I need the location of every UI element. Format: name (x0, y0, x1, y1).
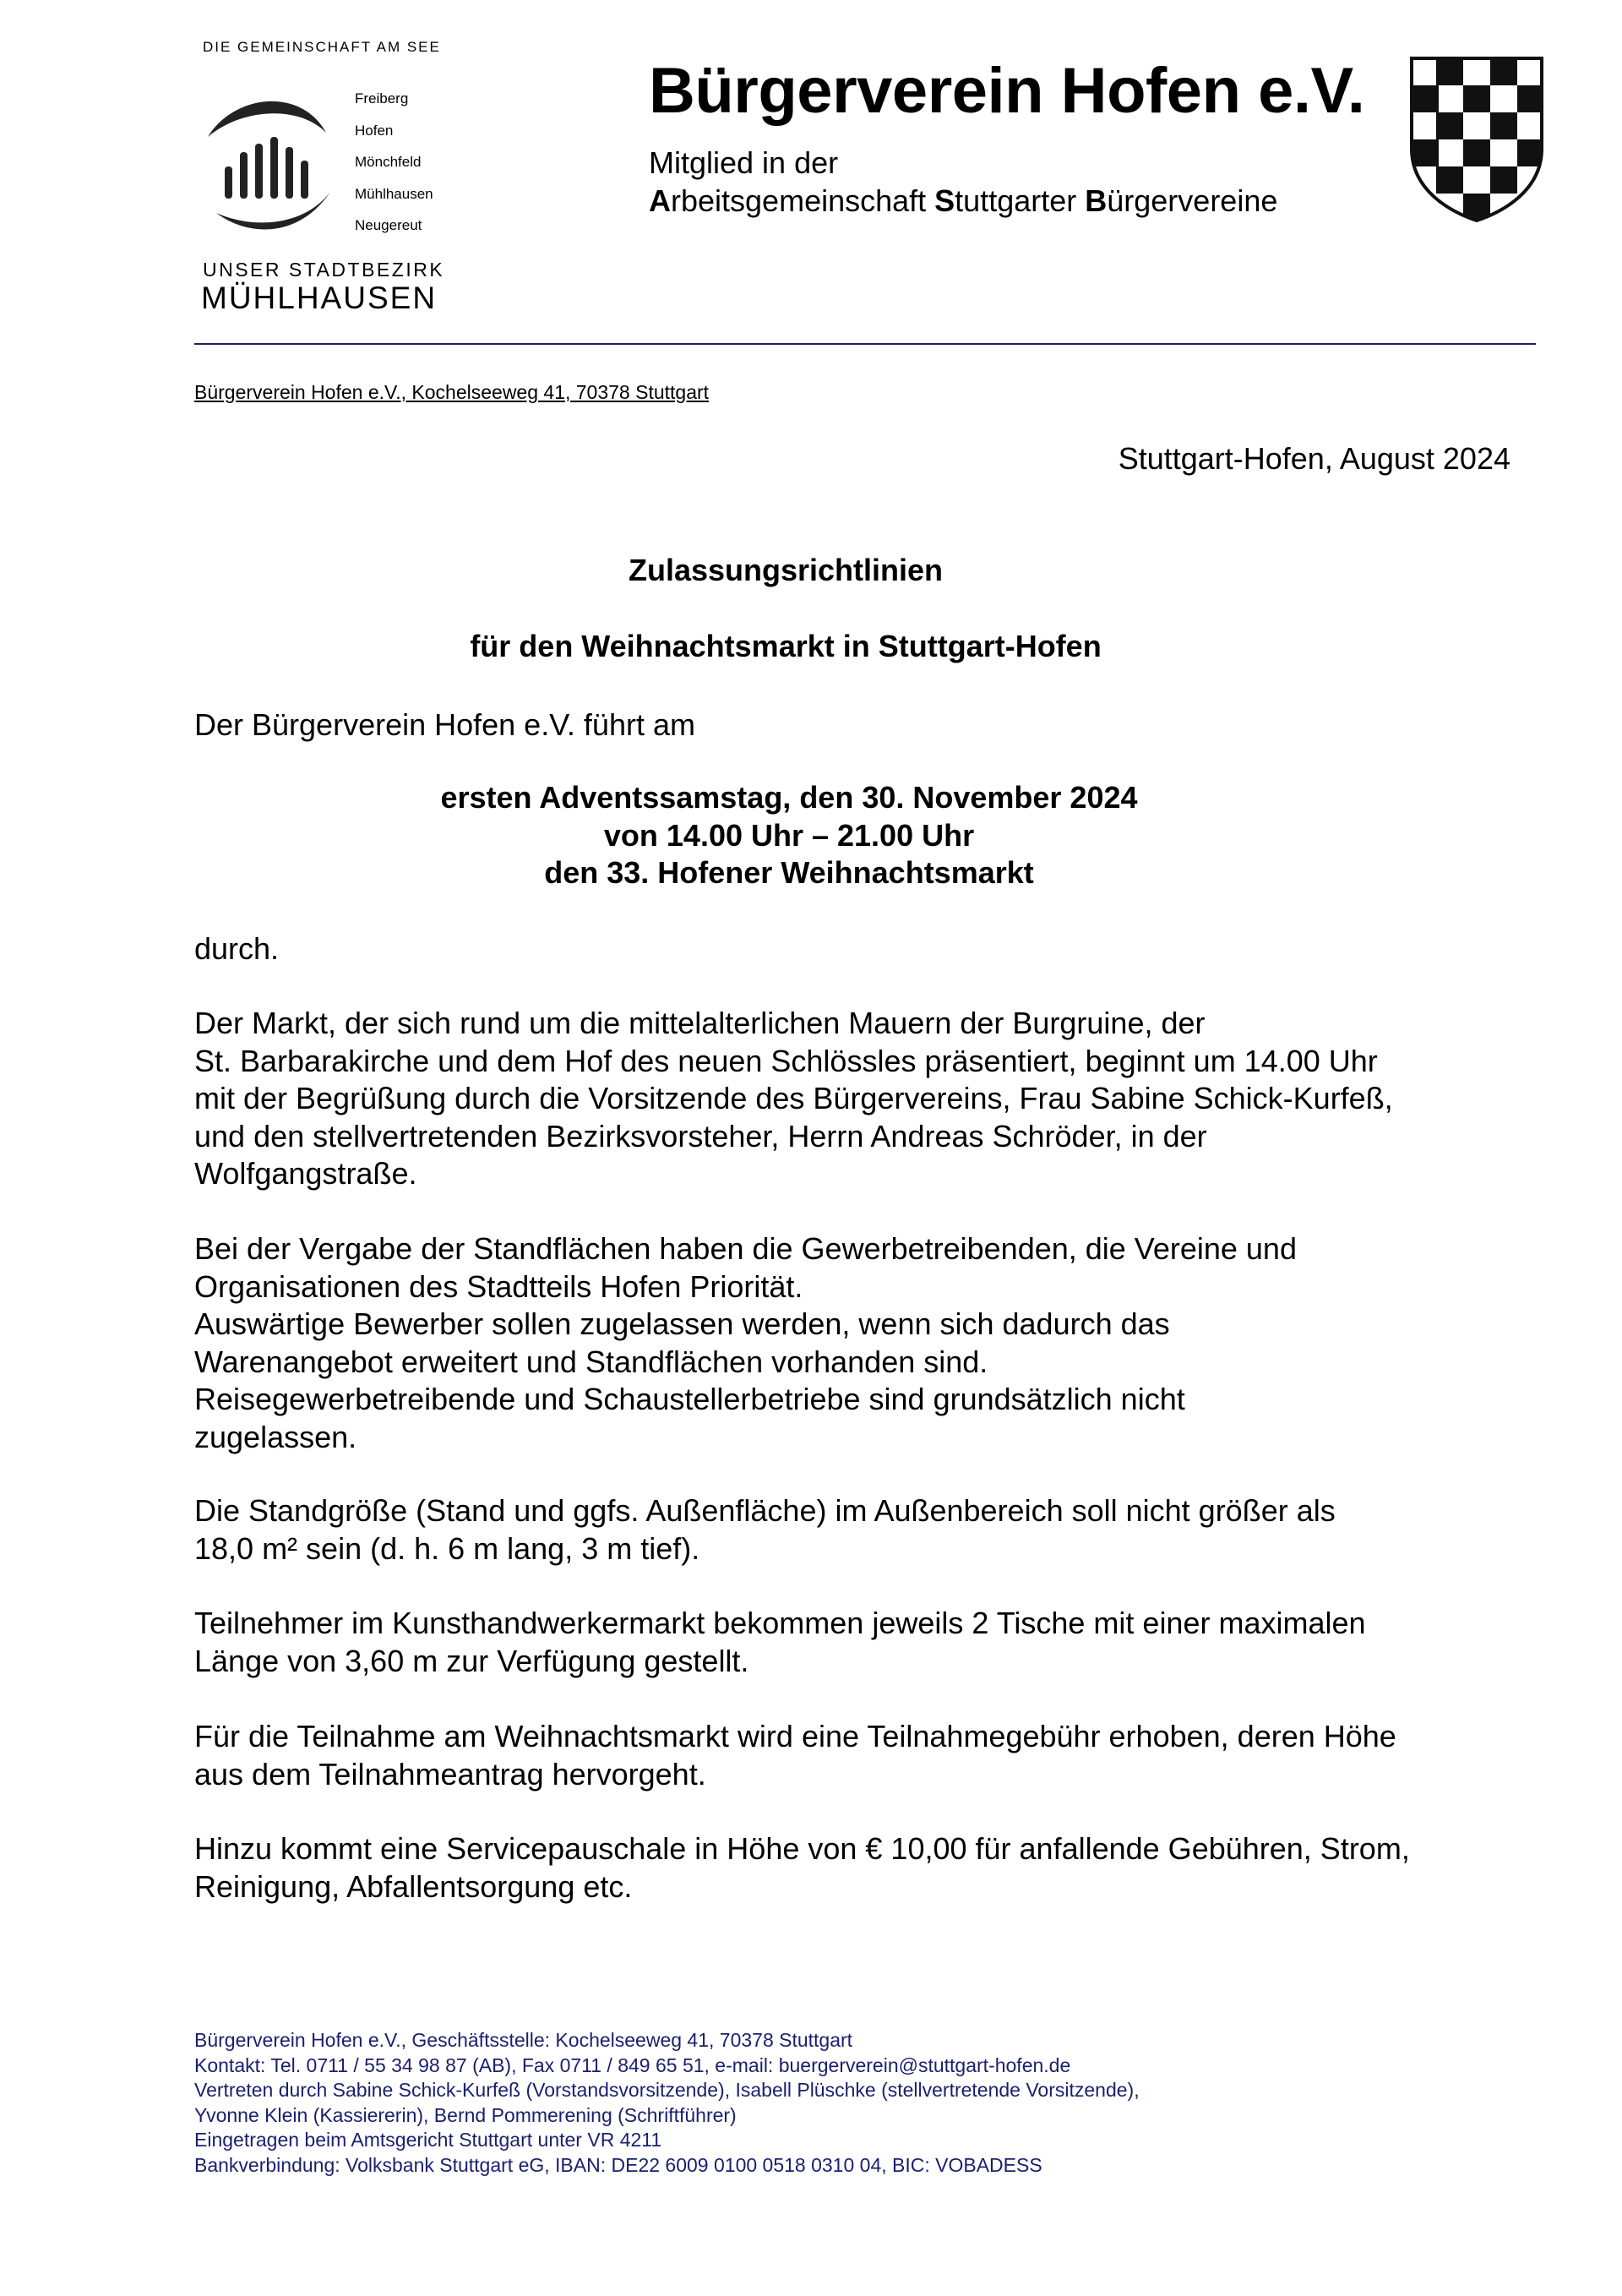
district-name: Mühlhausen (355, 185, 433, 202)
text-line: Teilnehmer im Kunsthandwerkermarkt bekommen jeweils 2 Tische mit einer maximalen (194, 1606, 1366, 1640)
header-divider (194, 343, 1536, 345)
document-subtitle: für den Weihnachtsmarkt in Stuttgart-Hofen (470, 629, 1102, 663)
paragraph-service-charge (194, 1830, 1546, 1906)
district-logo-icon (199, 78, 343, 238)
federation-word: rbeitsgemeinschaft (671, 183, 935, 218)
text-line: Organisationen des Stadtteils Hofen Priorität. (194, 1268, 803, 1304)
text-line: aus dem Teilnahmeantrag hervorgeht. (194, 1756, 706, 1792)
paragraph-stand-allocation (194, 1230, 1546, 1456)
event-details (194, 779, 1384, 892)
footer-line: Eingetragen beim Amtsgericht Stuttgart unter VR 4211 (194, 2129, 662, 2151)
text-line: Reisegewerbetreibende und Schaustellerbetriebe sind grundsätzlich nicht (194, 1382, 1185, 1416)
text-line: mit der Begrüßung durch die Vorsitzende des Bürgervereins, Frau Sabine Schick-Kurfeß, (194, 1081, 1393, 1115)
paragraph-stand-size (194, 1492, 1546, 1568)
footer-line: Kontakt: Tel. 0711 / 55 34 98 87 (AB), Fax 0711 / 849 65 51, e-mail: buergerverein@stuttgart-hofen.de (194, 2053, 1071, 2076)
text-line: Hinzu kommt eine Servicepauschale in Höhe von € 10,00 für anfallende Gebühren, Strom, (194, 1831, 1410, 1866)
federation-initial: S (934, 183, 955, 218)
text-line: Auswärtige Bewerber sollen zugelassen werden, wenn sich dadurch das (194, 1306, 1170, 1341)
text-line: Der Markt, der sich rund um die mittelalterlichen Mauern der Burgruine, der (194, 1006, 1206, 1040)
intro-text (194, 706, 1546, 744)
text-line: Der Bürgerverein Hofen e.V. führt am (194, 707, 695, 742)
text-line: Wolfgangstraße. (194, 1156, 417, 1191)
text-line: Die Standgröße (Stand und ggfs. Außenfläche) im Außenbereich soll nicht größer als (194, 1493, 1336, 1528)
event-time: von 14.00 Uhr – 21.00 Uhr (603, 817, 975, 853)
federation-word: ürgervereine (1107, 183, 1278, 218)
logo-top-text: DIE GEMEINSCHAFT AM SEE (203, 39, 441, 55)
text-line: 18,0 m² sein (d. h. 6 m lang, 3 m tief). (194, 1530, 700, 1566)
footer-line: Yvonne Klein (Kassiererin), Bernd Pommerening (Schriftführer) (194, 2103, 737, 2126)
letter-date: Stuttgart-Hofen, August 2024 (1118, 441, 1510, 476)
district-list (355, 83, 433, 242)
durch-text (194, 930, 1546, 968)
federation-name (649, 183, 1277, 219)
text-line: Länge von 3,60 m zur Verfügung gestellt. (194, 1643, 749, 1678)
footer-line: Vertreten durch Sabine Schick-Kurfeß (Vorstandsvorsitzende), Isabell Plüschke (stellvertretende Vorsitzende), (194, 2079, 1140, 2101)
logo-subtitle-line1: UNSER STADTBEZIRK (203, 259, 445, 281)
text-line: durch. (194, 931, 280, 966)
district-name: Hofen (355, 122, 394, 139)
district-name: Neugereut (355, 217, 422, 233)
sender-address: Bürgerverein Hofen e.V., Kochelseeweg 41, 70378 Stuttgart (194, 381, 710, 403)
text-line: Bei der Vergabe der Standflächen haben die Gewerbetreibenden, die Vereine und (194, 1231, 1297, 1266)
federation-word: tuttgarter (955, 183, 1086, 218)
association-title: Bürgerverein Hofen e.V. (649, 55, 1365, 127)
federation-initial: B (1085, 183, 1108, 218)
district-name: Freiberg (355, 90, 409, 106)
member-line: Mitglied in der (649, 145, 839, 180)
footer-line: Bürgerverein Hofen e.V., Geschäftsstelle: Kochelseeweg 41, 70378 Stuttgart (194, 2029, 853, 2051)
text-line: Reinigung, Abfallentsorgung etc. (194, 1868, 633, 1904)
footer-line: Bankverbindung: Volksbank Stuttgart eG, IBAN: DE22 6009 0100 0518 0310 04, BIC: VOBADESS (194, 2153, 1042, 2176)
federation-initial: A (649, 183, 671, 218)
event-name: den 33. Hofener Weihnachtsmarkt (544, 855, 1034, 890)
coat-of-arms-icon (1409, 56, 1544, 223)
district-name: Mönchfeld (355, 154, 422, 170)
paragraph-fee (194, 1718, 1546, 1793)
text-line: zugelassen. (194, 1419, 357, 1454)
paragraph-craft-market (194, 1605, 1546, 1680)
logo-subtitle-line2: MÜHLHAUSEN (201, 281, 438, 315)
text-line: St. Barbarakirche und dem Hof des neuen Schlössles präsentiert, beginnt um 14.00 Uhr (194, 1043, 1378, 1078)
text-line: Für die Teilnahme am Weihnachtsmarkt wird eine Teilnahmegebühr erhoben, deren Höhe (194, 1719, 1396, 1753)
paragraph-market-location (194, 1005, 1546, 1193)
event-date: ersten Adventssamstag, den 30. November 2024 (440, 780, 1138, 815)
text-line: Warenangebot erweitert und Standflächen vorhanden sind. (194, 1344, 988, 1379)
letter-footer (194, 2028, 1140, 2178)
text-line: und den stellvertretenden Bezirksvorsteher, Herrn Andreas Schröder, in der (194, 1118, 1207, 1153)
document-title: Zulassungsrichtlinien (628, 553, 944, 587)
